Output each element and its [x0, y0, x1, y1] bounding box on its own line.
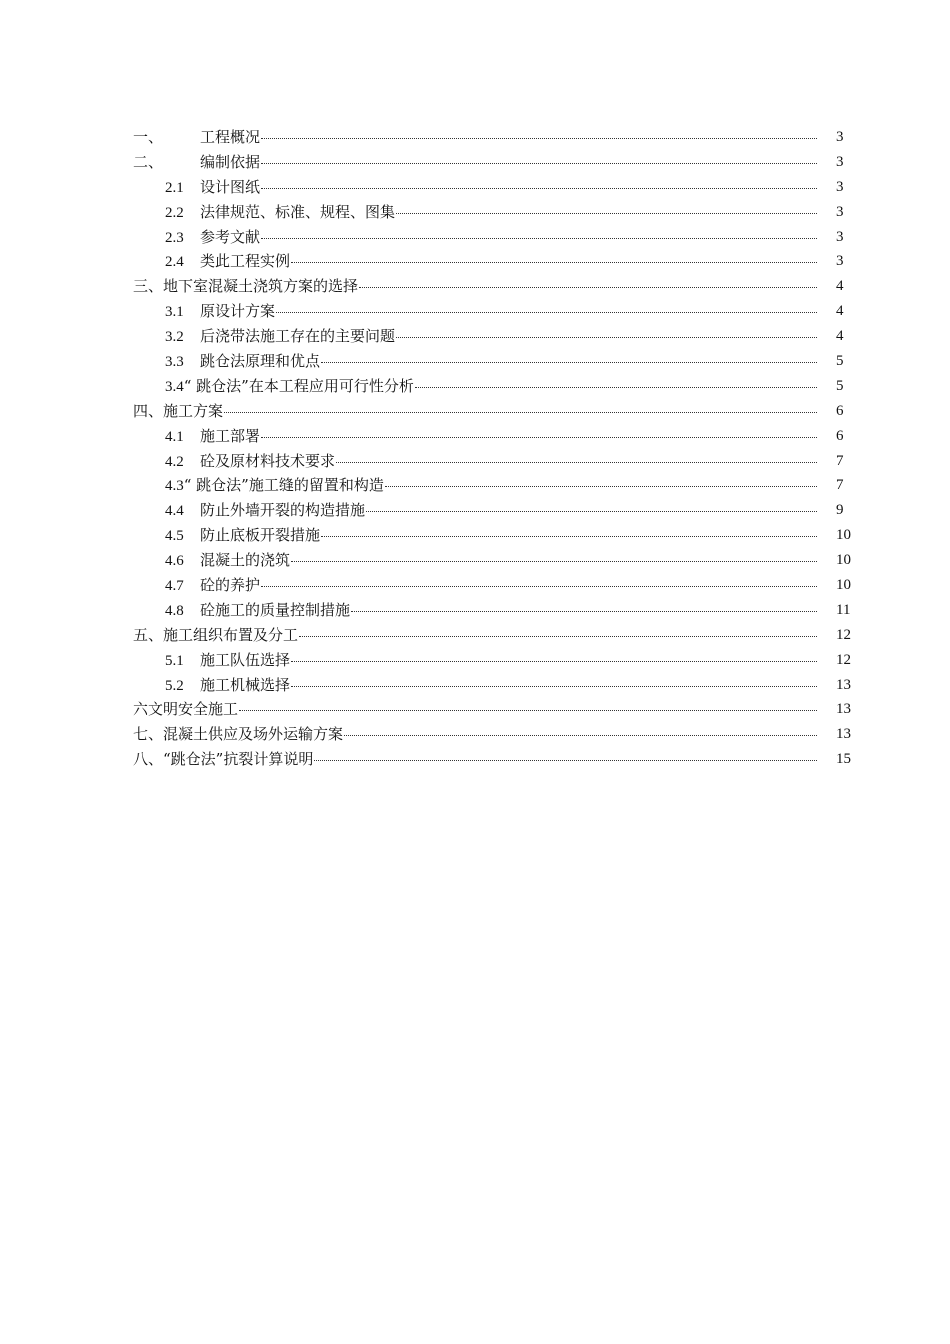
- toc-entry-label: [165, 424, 818, 450]
- toc-entry-title: 防止外墙开裂的构造措施: [200, 501, 366, 520]
- toc-entry[interactable]: [0, 299, 950, 324]
- toc-entry-page-number: 6: [836, 427, 844, 444]
- toc-entry[interactable]: [0, 722, 950, 747]
- toc-entry-page-number: 4: [836, 303, 844, 320]
- toc-entry[interactable]: [0, 573, 950, 598]
- toc-entry-number: 2.1: [165, 179, 184, 196]
- toc-entry-label: [133, 125, 818, 150]
- toc-entry-page-number: 10: [836, 577, 851, 594]
- toc-entry-label: [165, 200, 818, 226]
- toc-entry-title: 参考文献: [200, 227, 261, 246]
- toc-entry-label: [165, 374, 818, 400]
- toc-entry-number: 3.2: [165, 329, 184, 346]
- toc-entry-title: 混凝土供应及场外运输方案: [163, 725, 344, 744]
- toc-entry[interactable]: [0, 473, 950, 498]
- toc-entry[interactable]: [0, 623, 950, 648]
- toc-entry-number: 4.5: [165, 528, 184, 545]
- toc-entry-page-number: 5: [836, 377, 844, 394]
- toc-entry-number: 七、: [133, 725, 164, 744]
- toc-entry-title: 法律规范、标准、规程、图集: [200, 202, 396, 221]
- toc-entry[interactable]: [0, 150, 950, 175]
- toc-entry-number: 2.2: [165, 204, 184, 221]
- table-of-contents: [0, 125, 950, 772]
- toc-entry-label: [165, 523, 818, 549]
- toc-entry-label: [165, 249, 818, 275]
- toc-entry-number: 3.1: [165, 304, 184, 321]
- toc-entry[interactable]: [0, 324, 950, 349]
- toc-entry-page-number: 13: [836, 726, 851, 743]
- toc-entry-label: [133, 150, 818, 175]
- toc-entry-number: 4.6: [165, 553, 184, 570]
- toc-entry-page-number: 13: [836, 701, 851, 718]
- dot-leader: [224, 411, 817, 413]
- dot-leader: [291, 685, 817, 687]
- toc-entry[interactable]: [0, 648, 950, 673]
- toc-entry-page-number: 11: [836, 601, 851, 618]
- toc-entry[interactable]: [0, 225, 950, 250]
- toc-entry-page-number: 4: [836, 328, 844, 345]
- toc-entry-label: [165, 673, 818, 699]
- toc-entry-page-number: 3: [836, 228, 844, 245]
- toc-entry-title: “ 跳仓法”施工缝的留置和构造: [183, 476, 384, 495]
- dot-leader: [299, 635, 817, 637]
- toc-entry-title: 类此工程实例: [200, 252, 291, 271]
- toc-entry-title: 施工机械选择: [200, 675, 291, 694]
- dot-leader: [359, 286, 817, 288]
- toc-entry[interactable]: [0, 349, 950, 374]
- dot-leader: [291, 261, 817, 263]
- toc-entry-number: 三、: [133, 277, 164, 296]
- dot-leader: [261, 187, 817, 189]
- toc-entry-page-number: 12: [836, 651, 851, 668]
- toc-entry-label: [165, 498, 818, 524]
- dot-leader: [344, 734, 817, 736]
- toc-entry[interactable]: [0, 200, 950, 225]
- toc-entry[interactable]: [0, 747, 950, 772]
- toc-entry-number: 五、: [133, 625, 164, 644]
- dot-leader: [351, 610, 817, 612]
- dot-leader: [396, 336, 817, 338]
- toc-entry-title: “跳仓法”抗裂计算说明: [163, 750, 314, 769]
- toc-entry-label: [165, 225, 818, 251]
- toc-entry-label: [165, 648, 818, 674]
- toc-entry[interactable]: [0, 424, 950, 449]
- toc-entry-number: 4.8: [165, 602, 184, 619]
- dot-leader: [261, 137, 817, 139]
- toc-entry-page-number: 15: [836, 751, 851, 768]
- toc-entry[interactable]: [0, 548, 950, 573]
- toc-entry-title: 地下室混凝土浇筑方案的选择: [163, 277, 359, 296]
- toc-entry-label: [165, 598, 818, 624]
- toc-entry-title: 混凝土的浇筑: [200, 551, 291, 570]
- toc-entry-label: [133, 623, 818, 648]
- toc-entry-page-number: 7: [836, 452, 844, 469]
- dot-leader: [396, 212, 817, 214]
- toc-entry-number: 四、: [133, 401, 164, 420]
- toc-entry-title: 施工组织布置及分工: [163, 625, 299, 644]
- toc-entry-number: 5.2: [165, 677, 184, 694]
- dot-leader: [261, 237, 817, 239]
- toc-entry-title: 施工方案: [163, 401, 224, 420]
- dot-leader: [261, 585, 817, 587]
- dot-leader: [291, 660, 817, 662]
- toc-entry-page-number: 12: [836, 626, 851, 643]
- toc-entry-page-number: 6: [836, 402, 844, 419]
- toc-entry-number: 一、: [133, 128, 164, 146]
- toc-entry-label: [133, 697, 818, 722]
- dot-leader: [415, 386, 817, 388]
- toc-entry[interactable]: [0, 175, 950, 200]
- toc-entry-label: [165, 573, 818, 599]
- toc-entry-page-number: 4: [836, 278, 844, 295]
- toc-entry-label: [165, 548, 818, 574]
- toc-entry-number: 2.3: [165, 229, 184, 246]
- toc-entry-label: [165, 324, 818, 350]
- toc-entry-number: 3.4: [165, 378, 184, 395]
- toc-entry[interactable]: [0, 125, 950, 150]
- toc-entry[interactable]: [0, 697, 950, 722]
- dot-leader: [321, 535, 817, 537]
- toc-entry-label: [165, 299, 818, 325]
- toc-entry-number: 4.4: [165, 503, 184, 520]
- toc-entry-number: 4.3: [165, 478, 184, 495]
- toc-entry-page-number: 3: [836, 203, 844, 220]
- toc-entry-title: 跳仓法原理和优点: [200, 352, 321, 371]
- toc-entry-title: 砼施工的质量控制措施: [200, 600, 351, 619]
- toc-entry-number: 3.3: [165, 354, 184, 371]
- toc-entry-title: 编制依据: [200, 152, 261, 171]
- toc-entry-label: [165, 449, 818, 475]
- toc-entry-number: 八、: [133, 750, 164, 769]
- toc-entry-number: 4.1: [165, 428, 184, 445]
- toc-entry-page-number: 10: [836, 527, 851, 544]
- dot-leader: [239, 709, 817, 711]
- toc-entry-label: [165, 175, 818, 201]
- toc-entry-title: 砼的养护: [200, 576, 261, 595]
- toc-entry[interactable]: [0, 374, 950, 399]
- dot-leader: [336, 461, 817, 463]
- dot-leader: [261, 162, 817, 164]
- toc-entry[interactable]: [0, 498, 950, 523]
- toc-entry-title: 砼及原材料技术要求: [200, 451, 336, 470]
- toc-entry[interactable]: [0, 673, 950, 698]
- toc-entry-page-number: 3: [836, 153, 844, 170]
- dot-leader: [366, 510, 817, 512]
- dot-leader: [291, 560, 817, 562]
- toc-entry-title: 施工部署: [200, 426, 261, 445]
- toc-entry[interactable]: [0, 523, 950, 548]
- toc-entry-number: 4.2: [165, 453, 184, 470]
- toc-entry[interactable]: [0, 399, 950, 424]
- toc-entry-page-number: 5: [836, 353, 844, 370]
- toc-entry-title: 原设计方案: [200, 302, 276, 321]
- toc-entry-page-number: 7: [836, 477, 844, 494]
- toc-entry-title: 后浇带法施工存在的主要问题: [200, 327, 396, 346]
- toc-entry[interactable]: [0, 274, 950, 299]
- toc-entry-page-number: 13: [836, 676, 851, 693]
- toc-entry-number: 2.4: [165, 254, 184, 271]
- toc-entry-label: [133, 399, 818, 424]
- toc-entry-number: 5.1: [165, 652, 184, 669]
- toc-entry-page-number: 3: [836, 178, 844, 195]
- toc-entry[interactable]: [0, 449, 950, 474]
- toc-entry-label: [133, 274, 818, 299]
- toc-entry-title: “ 跳仓法”在本工程应用可行性分析: [183, 376, 414, 395]
- dot-leader: [276, 311, 817, 313]
- dot-leader: [314, 759, 817, 761]
- toc-entry-number: 二、: [133, 152, 164, 171]
- toc-entry-page-number: 3: [836, 129, 844, 145]
- toc-entry-title: 六文明安全施工: [133, 700, 239, 719]
- toc-entry-number: 4.7: [165, 578, 184, 595]
- dot-leader: [321, 361, 817, 363]
- dot-leader: [385, 485, 817, 487]
- dot-leader: [261, 436, 817, 438]
- toc-entry-label: [133, 747, 818, 772]
- toc-entry-page-number: 9: [836, 502, 844, 519]
- toc-entry-label: [165, 349, 818, 375]
- toc-entry-title: 设计图纸: [200, 177, 261, 196]
- toc-entry-label: [133, 722, 818, 747]
- toc-entry[interactable]: [0, 598, 950, 623]
- toc-entry-page-number: 10: [836, 552, 851, 569]
- toc-entry-title: 施工队伍选择: [200, 650, 291, 669]
- toc-entry-title: 防止底板开裂措施: [200, 526, 321, 545]
- toc-entry-label: [165, 473, 818, 499]
- toc-entry-title: 工程概况: [200, 128, 261, 146]
- toc-entry-page-number: 3: [836, 253, 844, 270]
- toc-entry[interactable]: [0, 249, 950, 274]
